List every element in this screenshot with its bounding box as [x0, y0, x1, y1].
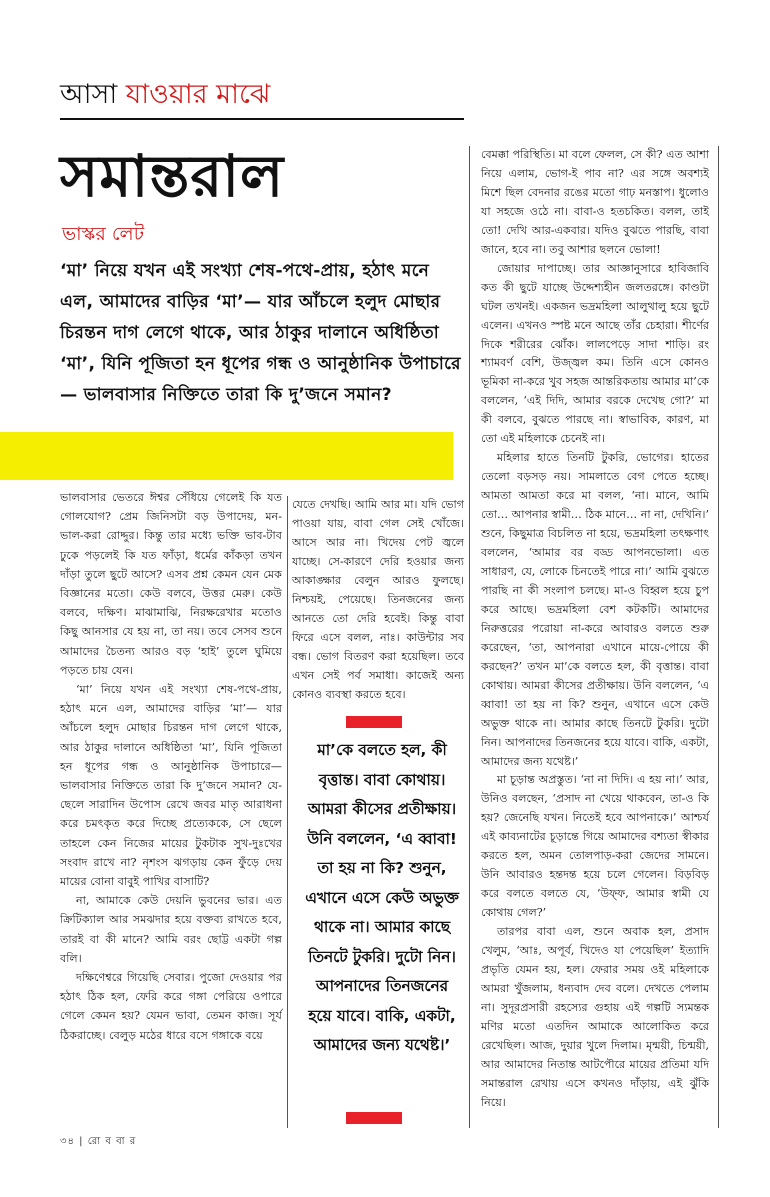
- body-paragraph: না, আমাকে কেউ দেয়নি ভুবনের ভার। এত ক্রিটিক্যাল আর সমঝদার হয়ে বক্তব্য রাখতে হবে, তারই বা কী মানে? আমি বরং ছোট্ট একটা গল্প বলি।: [60, 894, 282, 965]
- body-column-1: [60, 488, 282, 1045]
- body-paragraph: দক্ষিণেশ্বরে গিয়েছি সেবার। পুজো দেওয়ার পর হঠাৎ ঠিক হল, ফেরি করে গঙ্গা পেরিয়ে ওপারে গেলে কেমন হয়? যেমন ভাবা, তেমন কাজ। সূর্য ঠিকরাচ্ছে। বেলুড় মঠের ধারে বসে গঙ্গাকে বয়ে: [60, 971, 282, 1042]
- body-paragraph: ‘মা’ নিয়ে যখন এই সংখ্যা শেষ-পথে-প্রায়, হঠাৎ মনে এল, আমাদের বাড়ির ‘মা’— যার আঁচলে হলুদ মোছার চিরন্তন দাগ লেগে থাকে, আর ঠাকুর দালানে অধিষ্ঠিতা ‘মা’, যিনি পূজিতা হন ধূপের গন্ধ ও আনুষ্ঠানিক উপাচারে— ভালবাসার নিক্তিতে তারা কি দু’জনে সমান? যে-ছেলে সারাদিন উপোস রেখে জবর মাতৃ আরাধনা করে চমৎকৃত করে দিচ্ছে প্রত্যেককে, সে ছেলে তাহলে কেন নিজের মায়ের টুকটাক সুখ-দুঃখের সংবাদ রাখে না? নৃশংস ঝগড়ায় কেন ফুঁড়ে দেয় মায়ের বোনা বাবুই পাখির বাসাটি?: [60, 683, 282, 889]
- heading-rule: [60, 118, 464, 120]
- body-paragraph: মহিলার হাতে তিনটি টুকরি, ভোগের। হাতের তেলো বড়সড় নয়। সামলাতে বেগ পেতে হচ্ছে। আমতা আমতা করে মা বলল, ‘না। মানে, আমি তো… আপনার স্বামী… ঠিক মানে… না না, দেখিনি।’ শুনে, কিছুমাত্র বিচলিত না হয়ে, ভদ্রমহিলা তৎক্ষণাৎ বললেন, ‘আমার বর বড্ড আপনভোলা। এত সাধারণ, যে, লোকে চিনতেই পারে না।’ আমি বুঝতে পারছি না কী সংলাপ চলছে। মা-ও বিহ্বল হয়ে চুপ করে আছে। ভদ্রমহিলা বেশ কটকটি। আমাদের নিরুত্তরের পরোয়া না-করে আবারও বলতে শুরু করেছেন, ‘তা, আপনারা এখানে মায়ে-পোয়ে কী করছেন?’ তখন মা’কে বলতে হল, কী বৃত্তান্ত। বাবা কোথায়। আমরা কীসের প্রতীক্ষায়। উনি বললেন, ‘এ ব্বাবা! তা হয় না কি? শুনুন, এখানে এসে কেউ অভুক্ত থাকে না। আমার কাছে তিনটে টুকরি। দুটো নিন। আপনাদের তিনজনের হয়ে যাবে। বাকি, একটা, আমাদের জন্য যথেষ্ট।’: [481, 451, 709, 768]
- column-divider: [469, 146, 470, 1128]
- decorative-yellow-band: [0, 432, 453, 480]
- pull-quote-bar-top: [346, 716, 402, 728]
- column-divider: [718, 146, 719, 1128]
- article-author: ভাস্কর লেট: [62, 223, 145, 245]
- lead-paragraph: ‘মা’ নিয়ে যখন এই সংখ্যা শেষ-পথে-প্রায়, হঠাৎ মনে এল, আমাদের বাড়ির ‘মা’— যার আঁচলে হলুদ মোছার চিরন্তন দাগ লেগে থাকে, আর ঠাকুর দালানে অধিষ্ঠিতা ‘মা’, যিনি পূজিতা হন ধূপের গন্ধ ও আনুষ্ঠানিক উপাচারে— ভালবাসার নিক্তিতে তারা কি দু’জনে সমান?: [60, 261, 461, 405]
- section-heading: [60, 78, 480, 112]
- body-paragraph: জোয়ার দাপাচ্ছে। তার আজ্ঞানুসারে হাবিজাবি কত কী ছুটে যাচ্ছে উদ্দেশ্যহীন জলতরঙ্গে। কাণ্ডটা ঘটল তখনই। একজন ভদ্রমহিলা আলুথালু হয়ে ছুটে এলেন। এখনও স্পষ্ট মনে আছে তাঁর চেহারা। শীর্ণের দিকে শরীরের ঝোঁক। লালপেড়ে সাদা শাড়ি। রং শ্যামবর্ণ বেশি, উজ্জ্বল কম। তিনি এসে কোনও ভূমিকা না-করে খুব সহজ আন্তরিকতায় আমার মা’কে বললেন, ‘এই দিদি, আমার বরকে দেখেছ গো?’ মা কী বলবে, বুঝতে পারছে না। স্বাভাবিক, কারণ, মা তো এই মহিলাকে চেনেই না।: [481, 261, 709, 446]
- article-title: সমান্তরাল: [60, 142, 285, 210]
- pull-quote: মা’কে বলতে হল, কী বৃত্তান্ত। বাবা কোথায়। আমরা কীসের প্রতীক্ষায়। উনি বললেন, ‘এ ব্বাবা! তা হয় না কি? শুনুন, এখানে এসে কেউ অভুক্ত থাকে না। আমার কাছে তিনটে টুকরি। দুটো নিন। আপনাদের তিনজনের হয়ে যাবে। বাকি, একটা, আমাদের জন্য যথেষ্ট।’: [305, 741, 459, 1054]
- body-paragraph: যেতে দেখছি। আমি আর মা। যদি ভোগ পাওয়া যায়, বাবা গেল সেই খোঁজে। আসে আর না। খিদেয় পেট জ্বলে যাচ্ছে। সে-কারণে দেরি হওয়ার জন্য আকাঙ্ক্ষার বেলুন আরও ফুলছে। নিশ্চয়ই, পেয়েছে। তিনজনের জন্য আনতে তো দেরি হবেই। কিন্তু বাবা ফিরে এসে বলল, নাঃ। কাউন্টার সব বন্ধ। ভোগ বিতরণ করা হয়েছিল। তবে এখন সেই পর্ব সমাধা। কাজেই অন্য কোনও ব্যবস্থা করতে হবে।: [292, 498, 464, 701]
- body-paragraph: মা চূড়ান্ত অপ্রস্তুত। ‘না না দিদি। এ হয় না।’ আর, উনিও বলছেন, ‘প্রসাদ না খেয়ে থাকবেন, তা-ও কি হয়? জেনেছি যখন। নিতেই হবে আপনাকে।’ আশ্চর্য এই কাব্যনাটের চূড়ান্তে গিয়ে আমাদের বশ্যতা স্বীকার করতে হল, অমন তোলপাড়-করা জেদের সামনে। উনি আবারও হন্তদন্ত হয়ে চলে গেলেন। বিড়বিড় করে বলতে বলতে যে, ‘উফ্ফ, আমার স্বামী যে কোথায় গেল?’: [481, 773, 709, 920]
- section-heading-part2: যাওয়ার মাঝে: [125, 79, 271, 110]
- body-paragraph: বেমক্কা পরিস্থিতি। মা বলে ফেলল, সে কী? এত আশা নিয়ে এলাম, ভোগ-ই পাব না? এর সঙ্গে অবশ্যই মিশে ছিল বেদনার রঙের মতো গাঢ় মনস্তাপ। ধুলোও যা সহজে ওঠে না। বাবা-ও হতচকিত। বলল, তাই তো! দেখি আর-একবার। যদিও বুঝতে পারছি, বাবা জানে, হবে না। তবু আশার ছলনে ভোলা!: [481, 148, 709, 256]
- column-divider: [287, 496, 288, 1128]
- body-paragraph: তারপর বাবা এল, শুনে অবাক হল, প্রসাদ খেলুম, ‘আঃ, অপূর্ব, খিদেও যা পেয়েছিল’ ইত্যাদি প্রভৃতি যেমন হয়, হল। ফেরার সময় ওই মহিলাকে আমরা খুঁজলাম, ধন্যবাদ দেব বলে। দেখতে পেলাম না। সুদূরপ্রসারী রহস্যের গুহায় এই গল্পটি স্যমন্তক মণির মতো এতদিন আমাকে আলোকিত করে রেখেছিল। আজ, দুয়ার খুলে দিলাম। মৃন্ময়ী, চিন্ময়ী, আর আমাদের নিতান্ত আটপৌরে মায়ের প্রতিমা যদি সমান্তরাল রেখায় এসে কখনও দাঁড়ায়, এই ঝুঁকি নিয়ে।: [481, 925, 709, 1109]
- body-column-3: [481, 146, 709, 1113]
- body-column-2: [292, 496, 464, 704]
- pull-quote-bar-bottom: [346, 1112, 402, 1124]
- body-paragraph: ভালবাসার ভেতরে ঈশ্বর সেঁধিয়ে গেলেই কি যত গোলযোগ? প্রেম জিনিসটা বড় উপাদেয়, মন-ভাল-করা রোদ্দুর। কিন্তু তার মধ্যে ভক্তি ভাব-টাব ঢুকে পড়লেই কি যত ফাঁড়া, ধর্মের কাঁকড়া তখন দাঁড়া তুলে ছুটে আসে? এসব প্রশ্ন কেমন যেন মেক বিজ্ঞানের মতো। কেউ বলবে, উত্তর মেরু। কেউ বলবে, দক্ষিণ। মাঝামাঝি, নিরক্ষরেখার মতোও কিছু আনসার যে হয় না, তা নয়। তবে সেসব শুনে আমাদের চৈতন্য আরও বড় ‘হাই’ তুলে ঘুমিয়ে পড়তে চায় যেন।: [60, 491, 282, 677]
- page-footer: ৩৪ | রো ব বা র: [60, 1136, 137, 1147]
- section-heading-part1: আসা: [60, 79, 126, 110]
